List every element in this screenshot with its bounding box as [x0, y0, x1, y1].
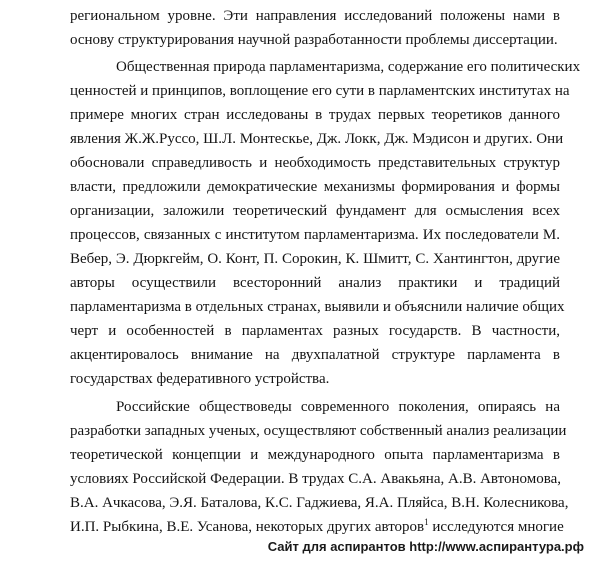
footnote-marker: 1: [424, 517, 429, 527]
text-line: Общественная природа парламентаризма, содержание его политических: [116, 59, 581, 75]
text-line: организации, заложили теоретический фундамент для осмысления всех: [70, 203, 560, 219]
text-line: условиях Российской Федерации. В трудах С.А. Авакьяна, А.В. Автономова,: [70, 471, 561, 487]
text-line-with-footnote: [70, 515, 564, 539]
text-line: власти, предложили демократические механизмы формирования и формы: [70, 179, 560, 195]
text-line: акцентировалось внимание на двухпалатной структуре парламента в: [70, 347, 560, 363]
text-line: региональном уровне. Эти направления исследований положены нами в: [70, 8, 560, 24]
text-line: парламентаризма в отдельных странах, выявили и объяснили наличие общих: [70, 299, 565, 315]
text-line: явления Ж.Ж.Руссо, Ш.Л. Монтескье, Дж. Локк, Дж. Мэдисон и других. Они: [70, 131, 564, 147]
text-segment: И.П. Рыбкина, В.Е. Усанова, некоторых других авторов: [70, 519, 425, 535]
text-line: государствах федеративного устройства.: [70, 371, 330, 387]
text-line: разработки западных ученых, осуществляют собственный анализ реализации: [70, 423, 567, 439]
text-line: теоретической концепции и международного опыта парламентаризма в: [70, 447, 560, 463]
text-line: Российские обществоведы современного поколения, опираясь на: [116, 399, 560, 415]
text-line: процессов, связанных с институтом парламентаризма. Их последователи М.: [70, 227, 560, 243]
text-line: В.А. Ачкасова, Э.Я. Баталова, К.С. Гаджиева, Я.А. Пляйса, В.Н. Колесникова,: [70, 495, 569, 511]
text-line: основу структурирования научной разработанности проблемы диссертации.: [70, 32, 558, 48]
text-line: Вебер, Э. Дюркгейм, О. Конт, П. Сорокин, К. Шмитт, С. Хантингтон, другие: [70, 251, 560, 267]
text-segment: исследуются многие: [432, 519, 564, 535]
text-line: авторы осуществили всесторонний анализ практики и традиций: [70, 275, 560, 291]
site-watermark: Сайт для аспирантов http://www.аспирантура.рф: [266, 537, 586, 557]
text-line: ценностей и принципов, воплощение его сути в парламентских институтах на: [70, 83, 570, 99]
text-line: примере многих стран исследованы в трудах первых теоретиков данного: [70, 107, 560, 123]
text-line: обосновали справедливость и необходимость представительных структур: [70, 155, 560, 171]
text-line: черт и особенностей в парламентах разных государств. В частности,: [70, 323, 560, 339]
